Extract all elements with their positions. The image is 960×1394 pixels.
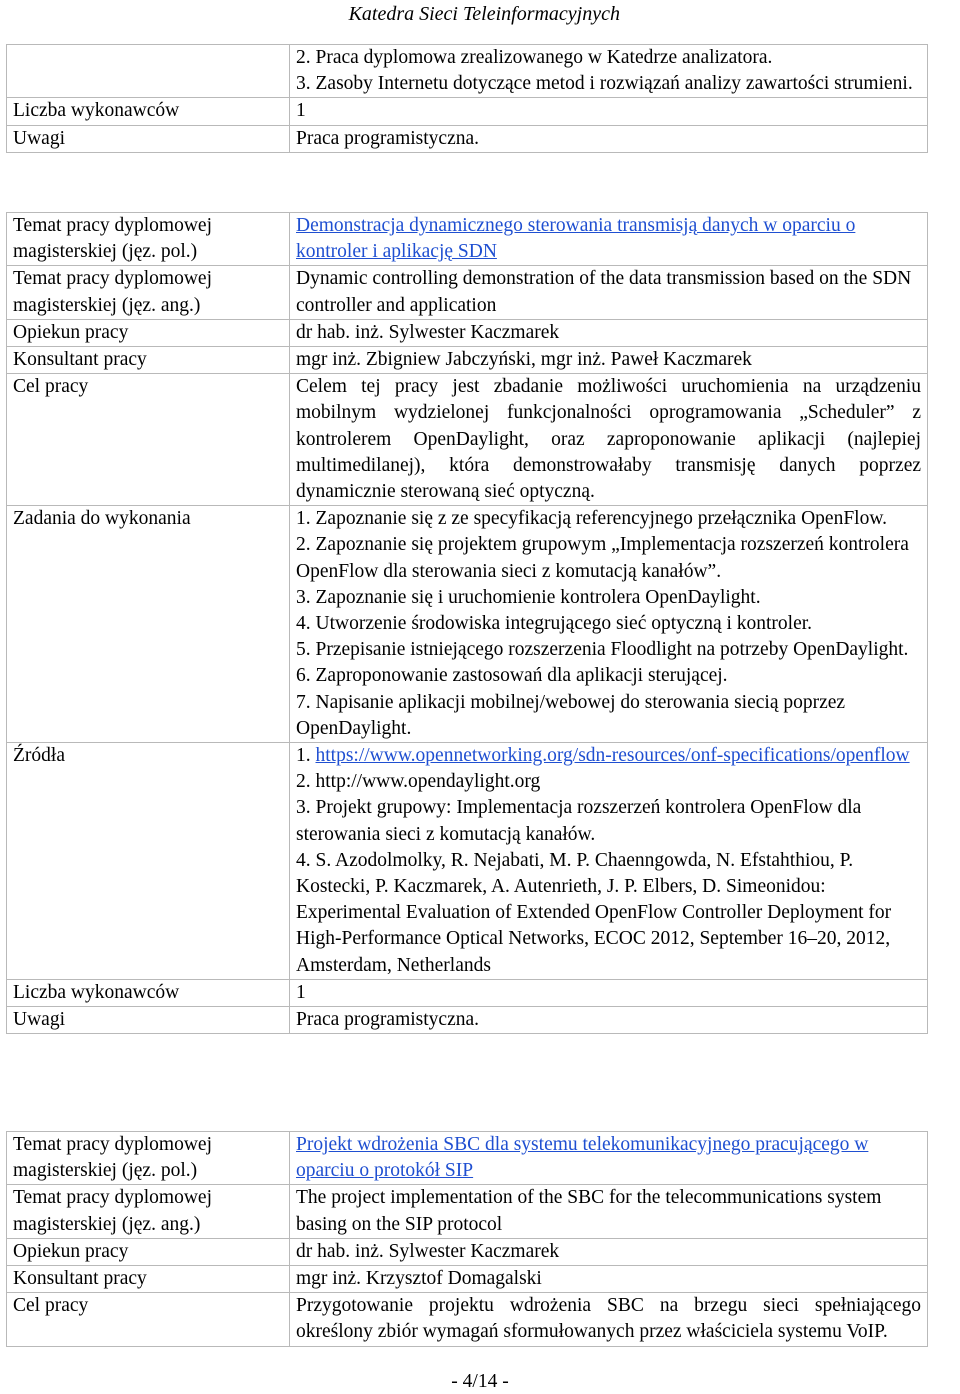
notes-value: Praca programistyczna. — [290, 1007, 928, 1034]
table-row — [7, 979, 928, 1006]
table-row — [7, 98, 928, 125]
count-value: 1 — [290, 98, 928, 125]
table-row — [7, 506, 928, 743]
table-row — [7, 266, 928, 319]
task-item: 2. Zapoznanie się projektem grupowym „Implementacja rozszerzeń kontrolera OpenFlow dla sterowania sieci z komutacją kanałów”. — [296, 534, 909, 582]
source-item: 4. S. Azodolmolky, R. Nejabati, M. P. Chaenngowda, N. Efstahthiou, P. Kostecki, P. Kaczmarek, A. Autenrieth, J. P. Elbers, D. Simeonidou: Experimental Evaluation of Extended OpenFlow Controller Deployment for High-Performance Optical Networks, ECOC 2012, September 16–20, 2012, Amsterdam, Netherlands — [296, 849, 892, 976]
source-item: 2. http://www.opendaylight.org — [296, 771, 541, 793]
page-number: - 4/14 - — [451, 1371, 509, 1392]
notes-value: Praca programistyczna. — [290, 125, 928, 152]
table-row — [7, 213, 928, 266]
goal-label: Cel pracy — [7, 1293, 290, 1346]
sources-tail-cell — [290, 45, 928, 98]
title-en-label: Temat pracy dyplomowej magisterskiej (jęz. ang.) — [7, 266, 290, 319]
title-pl-cell — [290, 213, 928, 266]
task-item: 6. Zaproponowanie zastosowań dla aplikacji sterującej. — [296, 665, 728, 687]
sources-cell — [290, 743, 928, 980]
table-row — [7, 45, 928, 98]
table-row — [7, 1132, 928, 1185]
task-item: 4. Utworzenie środowiska integrującego sieć optyczną i kontroler. — [296, 613, 813, 635]
supervisor-label: Opiekun pracy — [7, 319, 290, 346]
table-row — [7, 1293, 928, 1346]
consultant-value: mgr inż. Krzysztof Domagalski — [290, 1266, 928, 1293]
thesis-table-sdn — [6, 212, 928, 1034]
thesis-table-previous — [6, 44, 928, 153]
sources-label-cell — [7, 45, 290, 98]
title-pl-link[interactable]: Demonstracja dynamicznego sterowania transmisją danych w oparciu o kontroler i aplikację SDN — [296, 215, 856, 263]
title-pl-label: Temat pracy dyplomowej magisterskiej (jęz. pol.) — [7, 213, 290, 266]
supervisor-value: dr hab. inż. Sylwester Kaczmarek — [290, 1238, 928, 1265]
source-item: 3. Projekt grupowy: Implementacja rozszerzeń kontrolera OpenFlow dla sterowania sieci z komutacją kanałów. — [296, 797, 862, 845]
consultant-label: Konsultant pracy — [7, 347, 290, 374]
title-pl-label: Temat pracy dyplomowej magisterskiej (jęz. pol.) — [7, 1132, 290, 1185]
title-en-value: The project implementation of the SBC for the telecommunications system basing on the SIP protocol — [290, 1185, 928, 1238]
table-row — [7, 374, 928, 506]
consultant-label: Konsultant pracy — [7, 1266, 290, 1293]
supervisor-label: Opiekun pracy — [7, 1238, 290, 1265]
source-item — [296, 743, 921, 769]
source-item: 3. Zasoby Internetu dotyczące metod i rozwiązań analizy zawartości strumieni. — [296, 73, 913, 95]
count-label: Liczba wykonawców — [7, 98, 290, 125]
task-item: 1. Zapoznanie się z ze specyfikacją referencyjnego przełącznika OpenFlow. — [296, 508, 888, 530]
table-row — [7, 743, 928, 980]
table-row — [7, 319, 928, 346]
title-en-value: Dynamic controlling demonstration of the data transmission based on the SDN controller and application — [290, 266, 928, 319]
source-number: 1. — [296, 745, 316, 767]
tasks-cell — [290, 506, 928, 743]
table-row — [7, 125, 928, 152]
count-label: Liczba wykonawców — [7, 979, 290, 1006]
consultant-value: mgr inż. Zbigniew Jabczyński, mgr inż. Paweł Kaczmarek — [290, 347, 928, 374]
notes-label: Uwagi — [7, 1007, 290, 1034]
task-item: 5. Przepisanie istniejącego rozszerzenia Floodlight na potrzeby OpenDaylight. — [296, 639, 909, 661]
goal-value: Przygotowanie projektu wdrożenia SBC na brzegu sieci spełniającego określony zbiór wymagań sformułowanych przez właściciela systemu VoIP. — [290, 1293, 928, 1346]
notes-label: Uwagi — [7, 125, 290, 152]
title-en-label: Temat pracy dyplomowej magisterskiej (jęz. ang.) — [7, 1185, 290, 1238]
source-link-openflow[interactable]: https://www.opennetworking.org/sdn-resources/onf-specifications/openflow — [315, 745, 910, 767]
sources-label: Źródła — [7, 743, 290, 980]
title-pl-cell — [290, 1132, 928, 1185]
table-row — [7, 1185, 928, 1238]
table-row — [7, 347, 928, 374]
table-row — [7, 1238, 928, 1265]
tasks-label: Zadania do wykonania — [7, 506, 290, 743]
source-item: 2. Praca dyplomowa zrealizowanego w Katedrze analizatora. — [296, 47, 773, 68]
document-header: Katedra Sieci Teleinformacyjnych — [348, 3, 620, 25]
table-row — [7, 1007, 928, 1034]
table-row — [7, 1266, 928, 1293]
goal-label: Cel pracy — [7, 374, 290, 506]
task-item: 3. Zapoznanie się i uruchomienie kontrolera OpenDaylight. — [296, 586, 761, 608]
supervisor-value: dr hab. inż. Sylwester Kaczmarek — [290, 319, 928, 346]
thesis-table-sbc — [6, 1131, 928, 1347]
title-pl-link[interactable]: Projekt wdrożenia SBC dla systemu telekomunikacyjnego pracującego w oparciu o protokół SIP — [296, 1134, 869, 1182]
goal-value: Celem tej pracy jest zbadanie możliwości uruchomienia na urządzeniu mobilnym wydzielonej funkcjonalności oprogramowania „Scheduler” z kontrolerem OpenDaylight, oraz zaproponowanie aplikacji (najlepiej multimedilanej), która demonstrowałaby transmisję danych poprzez dynamicznie sterowaną sieć optyczną. — [290, 374, 928, 506]
task-item: 7. Napisanie aplikacji mobilnej/webowej do sterowania siecią poprzez OpenDaylight. — [296, 691, 846, 739]
count-value: 1 — [290, 979, 928, 1006]
